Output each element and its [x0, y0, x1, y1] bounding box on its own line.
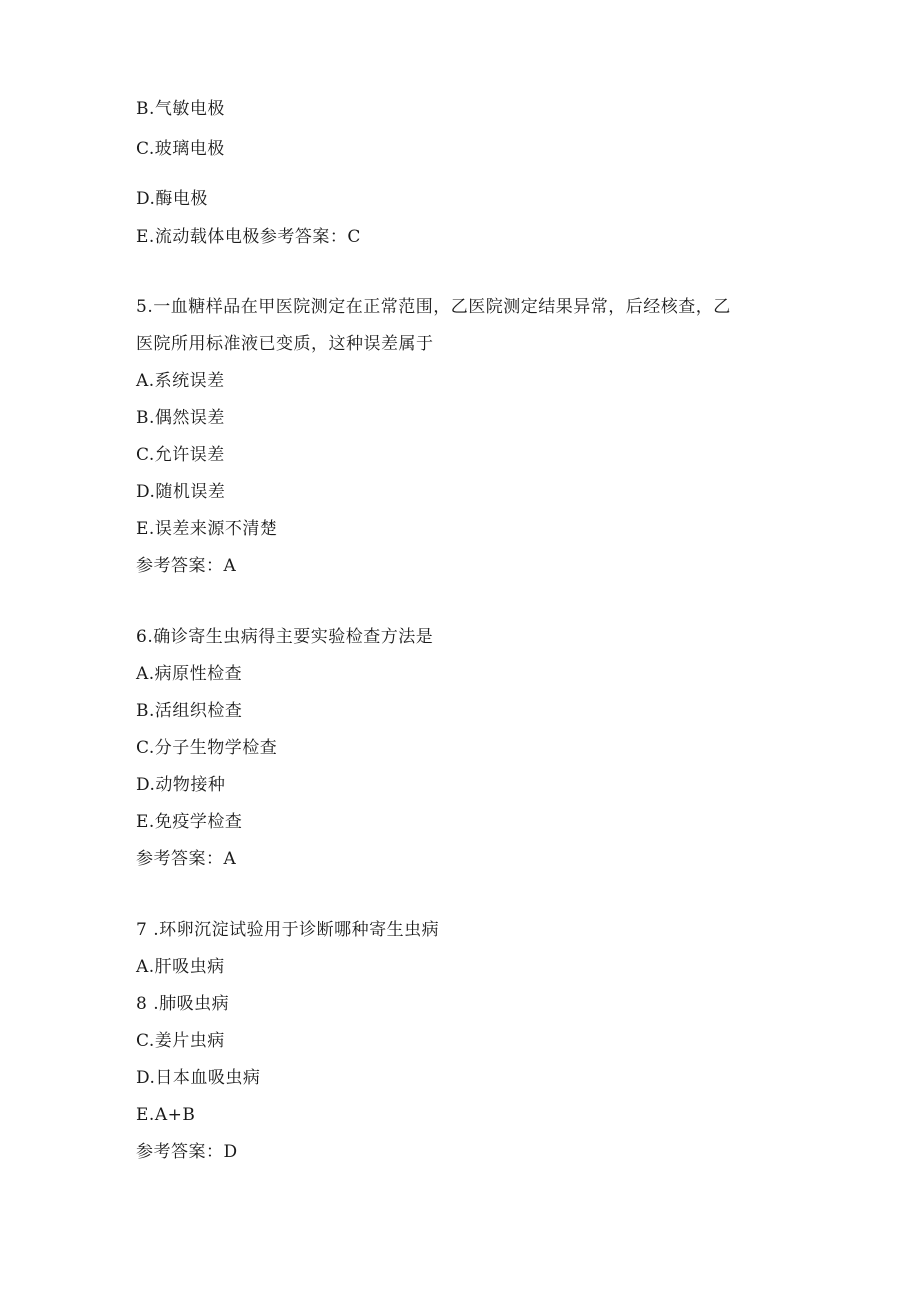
option-c: C.姜片虫病	[136, 1031, 225, 1051]
option-a: A.系统误差	[136, 371, 225, 391]
option-d: D.随机误差	[136, 482, 226, 502]
question-5-line-2: 医院所用标准液已变质，这种误差属于	[136, 334, 434, 354]
option-b: 8 .肺吸虫病	[136, 994, 230, 1014]
option-d: D.动物接种	[136, 775, 226, 795]
option-c: C.玻璃电极	[136, 139, 225, 159]
option-b: B.气敏电极	[136, 99, 225, 119]
option-e: E.误差来源不清楚	[136, 519, 278, 539]
answer: 参考答案：D	[136, 1142, 238, 1162]
option-d: D.酶电极	[136, 189, 208, 209]
option-a: A.肝吸虫病	[136, 957, 225, 977]
option-e-answer: E.流动载体电极参考答案：C	[136, 227, 361, 247]
option-b: B.偶然误差	[136, 408, 225, 428]
option-e: E.免疫学检查	[136, 812, 243, 832]
option-a: A.病原性检查	[136, 664, 243, 684]
option-d: D.日本血吸虫病	[136, 1068, 261, 1088]
answer: 参考答案：A	[136, 556, 237, 576]
question-5-line-1: 5.一血糖样品在甲医院测定在正常范围，乙医院测定结果异常，后经核查，乙	[136, 297, 731, 317]
question-7: 7 .环卵沉淀试验用于诊断哪种寄生虫病	[136, 920, 440, 940]
option-c: C.分子生物学检查	[136, 738, 278, 758]
option-b: B.活组织检查	[136, 701, 243, 721]
option-c: C.允许误差	[136, 445, 225, 465]
option-e: E.A+B	[136, 1105, 196, 1125]
answer: 参考答案：A	[136, 849, 237, 869]
question-6: 6.确诊寄生虫病得主要实验检查方法是	[136, 627, 434, 647]
